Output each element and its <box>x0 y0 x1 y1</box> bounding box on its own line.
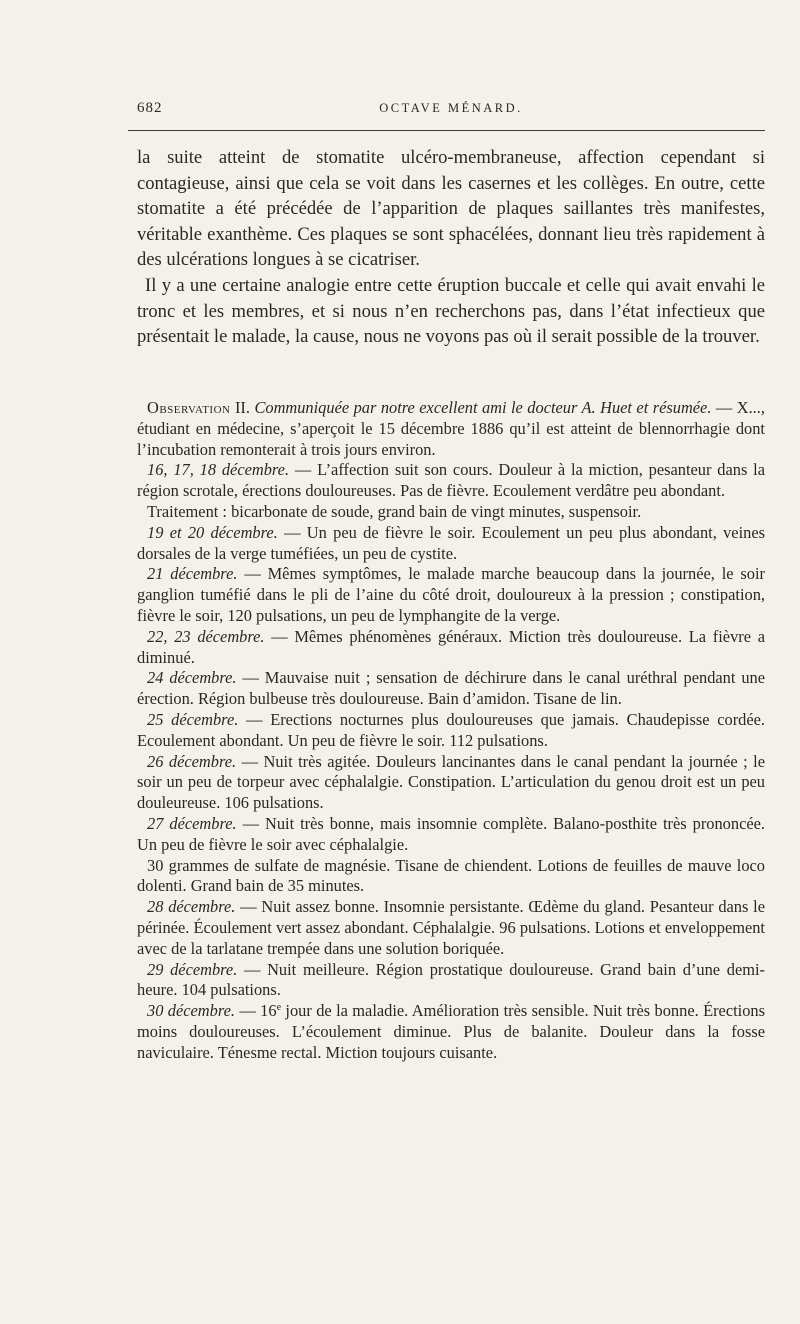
entry-text: — Mauvaise nuit ; sensation de déchirure dans le canal uréthral pendant une érection. Région bulbeuse très douloureuse. Bain d’amidon. Tisane de lin. <box>137 668 766 709</box>
entry-text: — Nuit meilleure. Région prostatique douloureuse. Grand bain d’une demi-heure. 104 pulsations. <box>137 959 765 1000</box>
entry-text: Traitement : bicarbonate de soude, grand bain de vingt minutes, suspensoir. <box>147 501 642 521</box>
observation-entry <box>137 502 765 523</box>
entry-date: 16, 17, 18 décembre. <box>147 460 290 480</box>
running-title: OCTAVE MÉNARD. <box>379 101 523 115</box>
entry-text: jour de la maladie. Amélioration très sensible. Nuit très bonne. Érections moins douloureuses. L’écoulement diminue. Plus de balanite. Douleur dans la fosse naviculaire. Ténesme rectal. Miction toujours cuisante. <box>137 1001 765 1062</box>
observation-entry <box>137 627 765 669</box>
ordinal-superscript: e <box>276 1002 282 1014</box>
paragraph: la suite atteint de stomatite ulcéro-membraneuse, affection cependant si contagieuse, ainsi que cela se voit dans les casernes et les collèges. En outre, cette stomatite a été précédée de l’apparition de plaques saillantes très manifestes, véritable exanthème. Ces plaques se sont sphacélées, donnant lieu très rapidement à des ulcérations longues à se cicatriser. <box>137 147 765 271</box>
observation-intro-text: — X..., étudiant en médecine, s’aperçoit le 15 décembre 1886 qu’il est atteint de blennorrhagie dont l’incubation remonterait à trois jours environ. <box>137 398 765 459</box>
header-rule <box>128 130 765 131</box>
entry-text: — Mêmes symptômes, le malade marche beaucoup dans la journée, le soir ganglion tuméfié dans le pli de l’aine du côté droit, douloureux à la pression ; constipation, fièvre le soir, 120 pulsations, un peu de lymphangite de la verge. <box>137 564 766 625</box>
entry-text: — Mêmes phénomènes généraux. Miction très douloureuse. La fièvre a diminué. <box>137 626 765 667</box>
page-number: 682 <box>137 100 163 116</box>
entry-text: — 16 <box>234 1001 277 1021</box>
observation-entry <box>137 668 765 710</box>
entry-date: 27 décembre. <box>147 813 237 833</box>
entry-date: 29 décembre. <box>147 959 238 979</box>
observation-entry <box>137 710 765 752</box>
entry-date: 28 décembre. <box>147 897 236 917</box>
entry-date: 25 décembre. <box>147 709 239 729</box>
entry-text: — Nuit assez bonne. Insomnie persistante. Œdème du gland. Pesanteur dans le périnée. Écoulement vert assez abondant. Céphalalgie. 96 pulsations. Lotions et enveloppement avec de la tarlatane trempée dans une solution boriquée. <box>137 897 765 958</box>
entry-date: 26 décembre. <box>147 751 237 771</box>
observation-entry <box>137 814 765 856</box>
entry-text: — L’affection suit son cours. Douleur à la miction, pesanteur dans la région scrotale, érections douloureuses. Pas de fièvre. Ecoulement verdâtre peu abondant. <box>137 460 765 501</box>
observation-entry <box>137 460 765 502</box>
paragraph: Il y a une certaine analogie entre cette éruption buccale et celle qui avait envahi le tronc et les membres, et si nous n’en recherchons pas, dans l’état infectieux que présentait le malade, la cause, nous ne voyons pas où il serait possible de la trouver. <box>137 274 765 348</box>
entry-text: — Erections nocturnes plus douloureuses que jamais. Chaudepisse cordée. Ecoulement abondant. Un peu de fièvre le soir. 112 pulsations. <box>137 709 765 750</box>
entry-date: 22, 23 décembre. <box>147 626 265 646</box>
entry-text: — Un peu de fièvre le soir. Ecoulement un peu plus abondant, veines dorsales de la verge tuméfiées, un peu de cystite. <box>137 522 765 563</box>
page-header <box>137 100 765 120</box>
observation-heading <box>137 398 765 460</box>
entry-text: — Nuit très agitée. Douleurs lancinantes dans le canal pendant la journée ; le soir un peu de torpeur avec céphalalgie. Constipation. L’articulation du genou droit est un peu douleureuse. 106 pulsations. <box>137 751 766 813</box>
entry-date: 24 décembre. <box>147 668 237 688</box>
entry-text: 30 grammes de sulfate de magnésie. Tisane de chiendent. Lotions de feuilles de mauve loco dolenti. Grand bain de 35 minutes. <box>137 855 765 896</box>
entry-date: 21 décembre. <box>147 564 238 584</box>
observation-label: Observation <box>147 398 231 417</box>
intro-text <box>137 145 765 350</box>
observation-entry <box>137 1001 765 1063</box>
entry-date: 19 et 20 décembre. <box>147 522 278 542</box>
entry-date: 30 décembre. <box>147 1001 235 1021</box>
observation-entry <box>137 564 765 626</box>
observation-section <box>137 398 765 1064</box>
observation-entry <box>137 897 765 959</box>
entry-text: — Nuit très bonne, mais insomnie complète. Balano-posthite très prononcée. Un peu de fièvre le soir avec céphalalgie. <box>137 813 766 854</box>
observation-number: II. <box>230 398 255 417</box>
observation-attribution: Communiquée par notre excellent ami le docteur A. Huet et résumée. <box>254 398 712 417</box>
observation-entry <box>137 752 765 814</box>
observation-entry <box>137 960 765 1002</box>
observation-entry <box>137 523 765 565</box>
observation-entries <box>137 460 765 1063</box>
observation-entry <box>137 856 765 898</box>
